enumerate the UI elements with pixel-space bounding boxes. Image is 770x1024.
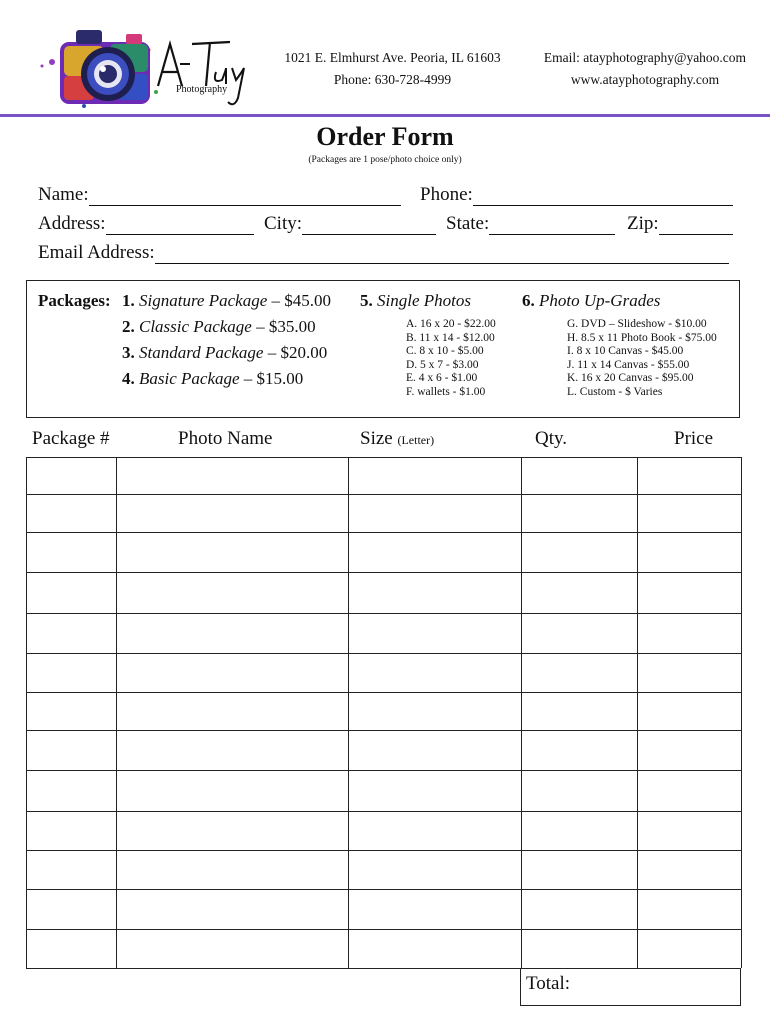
package-option-1[interactable]: 1. Signature Package – $45.00: [122, 291, 331, 310]
table-cell[interactable]: [639, 615, 740, 652]
email-text: Email: atayphotography@yahoo.com: [543, 50, 747, 65]
table-cell[interactable]: [118, 615, 347, 652]
name-label: Name:: [38, 184, 89, 205]
table-cell[interactable]: [350, 574, 520, 612]
table-cell[interactable]: [639, 891, 740, 928]
table-cell[interactable]: [28, 655, 115, 691]
table-column-line: [741, 457, 742, 968]
table-cell[interactable]: [523, 574, 636, 612]
upgrade-option-h[interactable]: H. 8.5 x 11 Photo Book - $75.00: [567, 331, 717, 344]
table-cell[interactable]: [639, 694, 740, 729]
upgrade-option-l[interactable]: L. Custom - $ Varies: [567, 385, 663, 398]
table-cell[interactable]: [639, 574, 740, 612]
table-cell[interactable]: [350, 534, 520, 571]
table-cell[interactable]: [639, 496, 740, 531]
single-option-d[interactable]: D. 5 x 7 - $3.00: [406, 358, 479, 371]
table-cell[interactable]: [523, 655, 636, 691]
table-cell[interactable]: [118, 574, 347, 612]
address-label: Address:: [38, 213, 106, 234]
upgrades-heading: 6. Photo Up-Grades: [522, 291, 661, 310]
table-cell[interactable]: [639, 655, 740, 691]
upgrade-option-g[interactable]: G. DVD – Slideshow - $10.00: [567, 318, 707, 330]
table-cell[interactable]: [118, 772, 347, 810]
table-cell[interactable]: [28, 732, 115, 769]
zip-label: Zip:: [627, 213, 659, 234]
page-title: Order Form: [316, 122, 454, 151]
table-cell[interactable]: [118, 852, 347, 888]
package-option-3[interactable]: 3. Standard Package – $20.00: [122, 343, 328, 362]
table-cell[interactable]: [350, 615, 520, 652]
table-cell[interactable]: [118, 459, 347, 493]
column-header-package: Package #: [32, 428, 110, 449]
table-cell[interactable]: [118, 813, 347, 849]
table-cell[interactable]: [639, 852, 740, 888]
table-cell[interactable]: [639, 534, 740, 571]
upgrade-option-j[interactable]: J. 11 x 14 Canvas - $55.00: [567, 358, 690, 371]
address-text: 1021 E. Elmhurst Ave. Peoria, IL 61603: [284, 50, 501, 65]
table-cell[interactable]: [118, 655, 347, 691]
table-cell[interactable]: [523, 813, 636, 849]
state-label: State:: [446, 213, 490, 234]
table-cell[interactable]: [28, 615, 115, 652]
column-header-price: Price: [674, 428, 714, 449]
website-link[interactable]: www.atayphotography.com: [570, 72, 720, 87]
table-cell[interactable]: [350, 772, 520, 810]
table-cell[interactable]: [639, 732, 740, 769]
table-cell[interactable]: [639, 772, 740, 810]
table-cell[interactable]: [523, 891, 636, 928]
table-cell[interactable]: [639, 459, 740, 493]
table-cell[interactable]: [523, 459, 636, 493]
email-label: Email Address:: [38, 242, 155, 263]
packages-label: Packages:: [38, 291, 111, 310]
table-cell[interactable]: [28, 694, 115, 729]
table-cell[interactable]: [523, 732, 636, 769]
table-cell[interactable]: [28, 534, 115, 571]
table-cell[interactable]: [350, 852, 520, 888]
table-cell[interactable]: [28, 772, 115, 810]
page-subtitle: (Packages are 1 pose/photo choice only): [308, 155, 462, 165]
table-cell[interactable]: [118, 496, 347, 531]
city-label: City:: [264, 213, 303, 234]
package-option-2[interactable]: 2. Classic Package – $35.00: [122, 317, 316, 336]
upgrade-option-i[interactable]: I. 8 x 10 Canvas - $45.00: [567, 345, 684, 357]
table-cell[interactable]: [118, 694, 347, 729]
table-cell[interactable]: [350, 694, 520, 729]
package-option-4[interactable]: 4. Basic Package – $15.00: [122, 369, 304, 388]
table-cell[interactable]: [523, 931, 636, 967]
table-cell[interactable]: [28, 931, 115, 967]
table-cell[interactable]: [118, 931, 347, 967]
upgrade-option-k[interactable]: K. 16 x 20 Canvas - $95.00: [567, 372, 694, 384]
table-cell[interactable]: [28, 891, 115, 928]
table-cell[interactable]: [28, 459, 115, 493]
table-cell[interactable]: [28, 574, 115, 612]
table-cell[interactable]: [118, 732, 347, 769]
table-cell[interactable]: [350, 891, 520, 928]
single-option-c[interactable]: C. 8 x 10 - $5.00: [406, 345, 484, 357]
table-cell[interactable]: [523, 534, 636, 571]
table-cell[interactable]: [350, 813, 520, 849]
table-cell[interactable]: [28, 852, 115, 888]
total-box[interactable]: [520, 968, 741, 1006]
table-cell[interactable]: [28, 813, 115, 849]
single-option-e[interactable]: E. 4 x 6 - $1.00: [406, 372, 478, 384]
table-cell[interactable]: [523, 496, 636, 531]
table-cell[interactable]: [523, 615, 636, 652]
single-option-a[interactable]: A. 16 x 20 - $22.00: [406, 318, 496, 330]
column-header-qty: Qty.: [535, 428, 568, 449]
single-option-b[interactable]: B. 11 x 14 - $12.00: [406, 331, 495, 344]
table-cell[interactable]: [639, 813, 740, 849]
total-label: Total:: [526, 973, 571, 994]
phone-label: Phone:: [420, 184, 473, 205]
column-header-size: Size (Letter): [360, 428, 435, 449]
table-cell[interactable]: [28, 496, 115, 531]
table-cell[interactable]: [350, 931, 520, 967]
table-cell[interactable]: [350, 496, 520, 531]
table-cell[interactable]: [350, 459, 520, 493]
table-cell[interactable]: [118, 891, 347, 928]
single-option-f[interactable]: F. wallets - $1.00: [406, 385, 486, 398]
table-cell[interactable]: [350, 732, 520, 769]
table-cell[interactable]: [639, 931, 740, 967]
table-cell[interactable]: [118, 534, 347, 571]
logo-subtext: Photography: [176, 84, 228, 95]
single-photos-heading: 5. Single Photos: [360, 291, 471, 310]
table-cell[interactable]: [523, 852, 636, 888]
table-cell[interactable]: [523, 694, 636, 729]
table-cell[interactable]: [350, 655, 520, 691]
phone-text: Phone: 630-728-4999: [333, 72, 452, 87]
table-cell[interactable]: [523, 772, 636, 810]
column-header-photo-name: Photo Name: [178, 428, 273, 449]
